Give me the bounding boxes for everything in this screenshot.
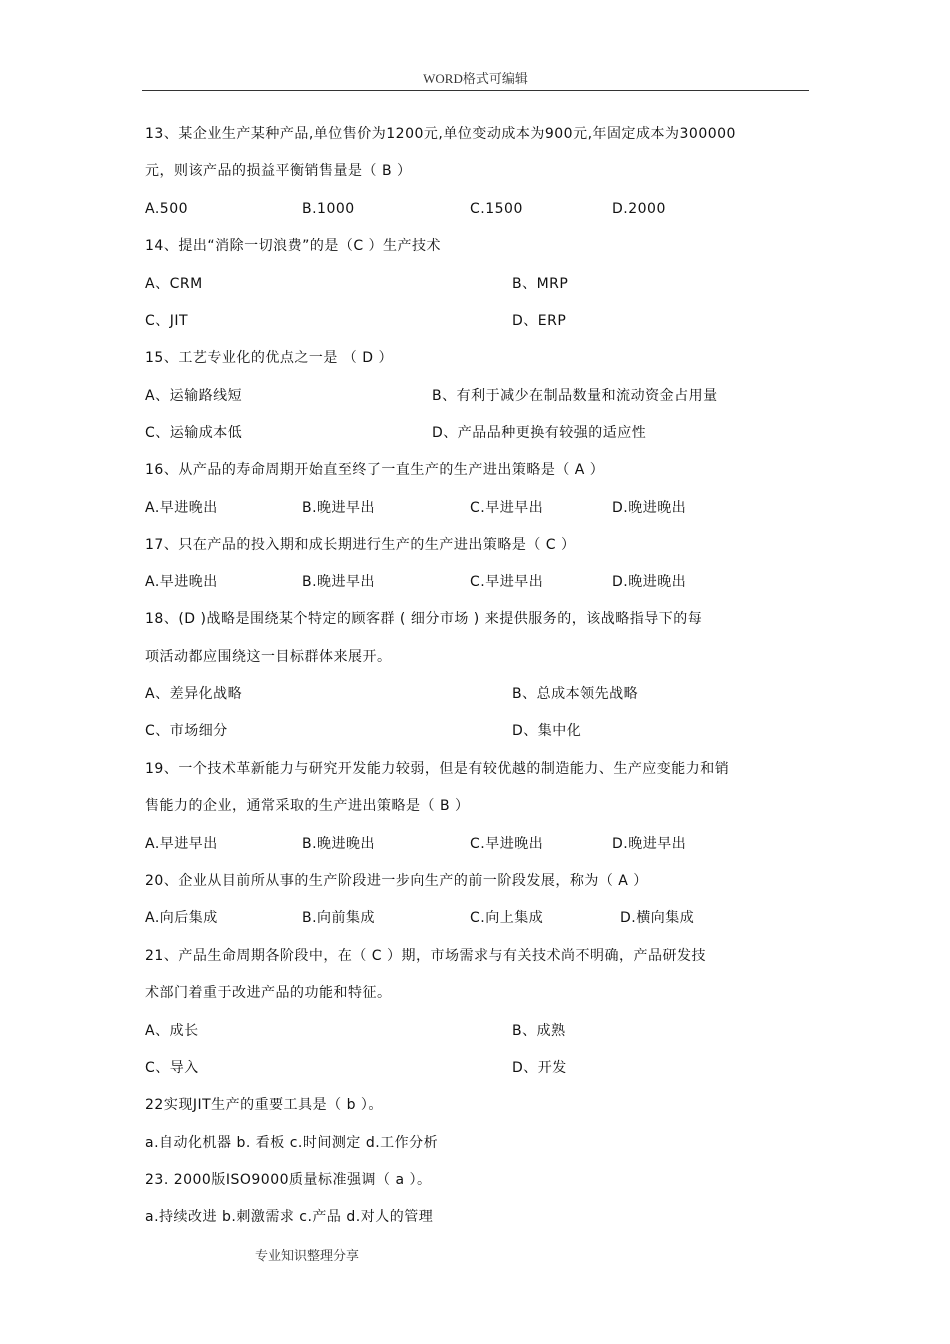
question-21-line-1: 21、产品生命周期各阶段中，在（ C ）期，市场需求与有关技术尚不明确，产品研发技 — [145, 948, 706, 964]
q21-option-d: D、开发 — [512, 1060, 567, 1076]
q18-option-a: A、差异化战略 — [145, 686, 243, 702]
q19-option-b: B.晚进晚出 — [302, 836, 376, 852]
q21-option-a: A、成长 — [145, 1023, 199, 1039]
question-15-line-1: 15、工艺专业化的优点之一是 （ D ） — [145, 350, 393, 366]
q20-option-b: B.向前集成 — [302, 910, 376, 926]
question-13-line-2: 元，则该产品的损益平衡销售量是（ B ） — [145, 163, 412, 179]
q15-option-c: C、运输成本低 — [145, 425, 243, 441]
q14-option-b: B、MRP — [512, 276, 569, 292]
question-19-line-1: 19、一个技术革新能力与研究开发能力较弱，但是有较优越的制造能力、生产应变能力和销 — [145, 761, 730, 777]
question-16-line-1: 16、从产品的寿命周期开始直至终了一直生产的生产进出策略是（ A ） — [145, 462, 605, 478]
q22-options: a.自动化机器 b. 看板 c.时间测定 d.工作分析 — [145, 1135, 439, 1151]
q21-option-c: C、导入 — [145, 1060, 199, 1076]
q13-option-a: A.500 — [145, 201, 189, 217]
q14-option-a: A、CRM — [145, 276, 203, 292]
q16-option-b: B.晚进早出 — [302, 500, 376, 516]
question-19-line-2: 售能力的企业，通常采取的生产进出策略是（ B ） — [145, 798, 470, 814]
question-18-line-2: 项活动都应围绕这一目标群体来展开。 — [145, 649, 392, 665]
q19-option-d: D.晚进早出 — [612, 836, 687, 852]
q17-option-c: C.早进早出 — [470, 574, 544, 590]
q17-option-a: A.早进晚出 — [145, 574, 218, 590]
q19-option-a: A.早进早出 — [145, 836, 218, 852]
q16-option-a: A.早进晚出 — [145, 500, 218, 516]
question-21-line-2: 术部门着重于改进产品的功能和特征。 — [145, 985, 392, 1001]
q17-option-d: D.晚进晚出 — [612, 574, 687, 590]
question-23-line-1: 23. 2000版ISO9000质量标准强调（ a ）。 — [145, 1172, 432, 1188]
q17-option-b: B.晚进早出 — [302, 574, 376, 590]
q15-option-a: A、运输路线短 — [145, 388, 243, 404]
q18-option-d: D、集中化 — [512, 723, 582, 739]
q18-option-c: C、市场细分 — [145, 723, 228, 739]
question-18-line-1: 18、(D )战略是围绕某个特定的顾客群 ( 细分市场 ) 来提供服务的，该战略指导下的每 — [145, 611, 703, 627]
q18-option-b: B、总成本领先战略 — [512, 686, 639, 702]
q13-option-b: B.1000 — [302, 201, 355, 217]
q23-options: a.持续改进 b.刺激需求 c.产品 d.对人的管理 — [145, 1209, 434, 1225]
question-13-line-1: 13、某企业生产某种产品,单位售价为1200元,单位变动成本为900元,年固定成本为300000 — [145, 126, 736, 142]
q15-option-d: D、产品品种更换有较强的适应性 — [432, 425, 647, 441]
question-14-line-1: 14、提出“消除一切浪费”的是（C ）生产技术 — [145, 238, 442, 254]
question-20-line-1: 20、企业从目前所从事的生产阶段进一步向生产的前一阶段发展，称为（ A ） — [145, 873, 648, 889]
question-22-line-1: 22实现JIT生产的重要工具是（ b ）。 — [145, 1097, 383, 1113]
page-header: WORD格式可编辑 — [142, 70, 809, 91]
q20-option-d: D.横向集成 — [620, 910, 695, 926]
q14-option-c: C、JIT — [145, 313, 189, 329]
q14-option-d: D、ERP — [512, 313, 567, 329]
q13-option-d: D.2000 — [612, 201, 666, 217]
q13-option-c: C.1500 — [470, 201, 523, 217]
q16-option-c: C.早进早出 — [470, 500, 544, 516]
q16-option-d: D.晚进晚出 — [612, 500, 687, 516]
page-footer: 专业知识整理分享 — [255, 1249, 360, 1264]
q20-option-c: C.向上集成 — [470, 910, 544, 926]
q15-option-b: B、有利于减少在制品数量和流动资金占用量 — [432, 388, 718, 404]
q21-option-b: B、成熟 — [512, 1023, 566, 1039]
q19-option-c: C.早进晚出 — [470, 836, 544, 852]
question-17-line-1: 17、只在产品的投入期和成长期进行生产的生产进出策略是（ C ） — [145, 537, 576, 553]
q20-option-a: A.向后集成 — [145, 910, 218, 926]
